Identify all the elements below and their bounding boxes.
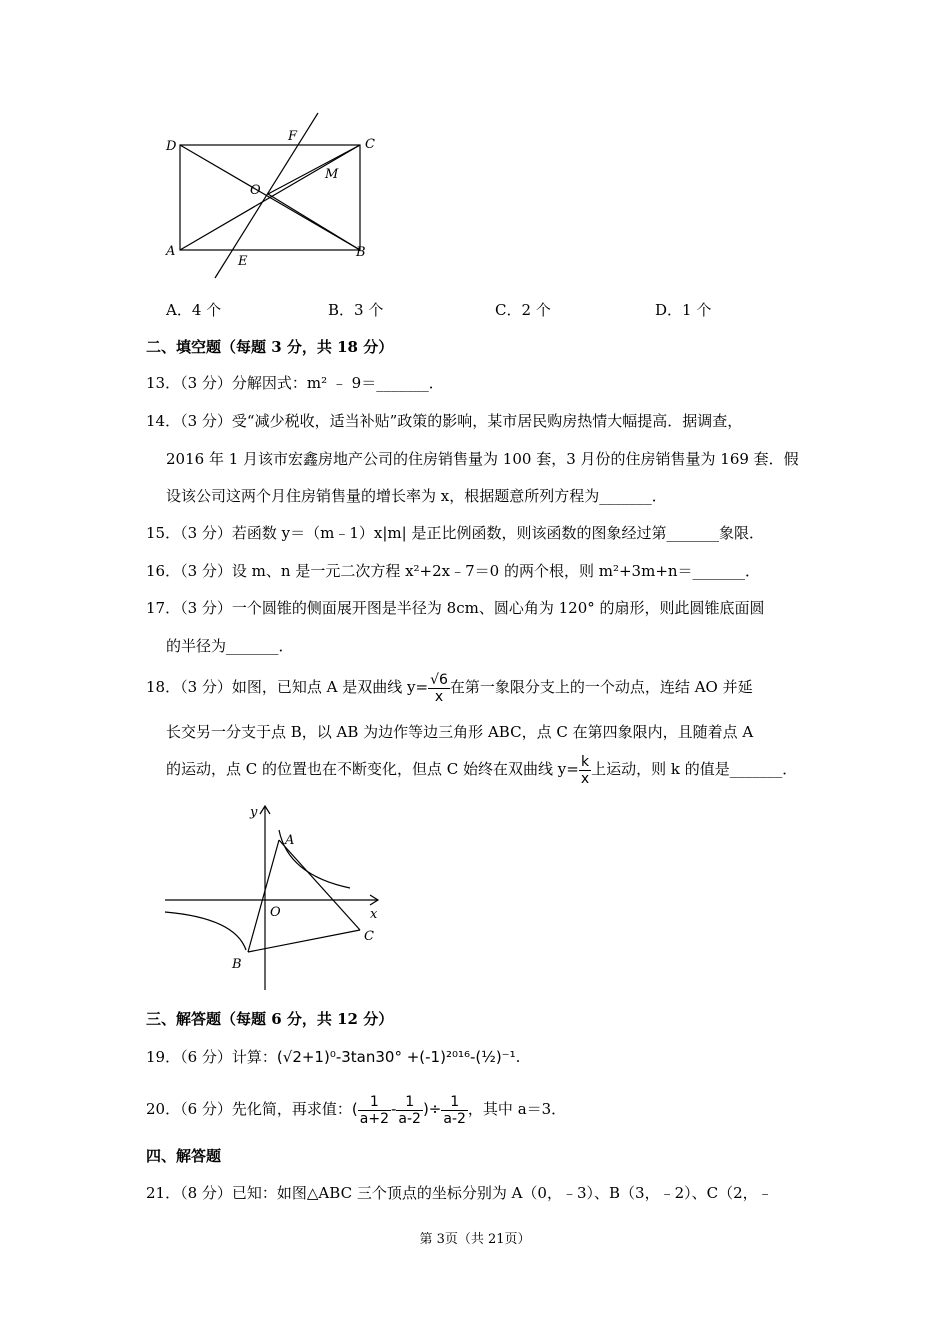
fraction-1-over-a-plus-2	[358, 1094, 391, 1127]
question-17-line2: 的半径为_______．	[166, 637, 294, 655]
label-a: A	[285, 833, 295, 848]
paren-close-divide: )÷	[422, 1100, 442, 1118]
frac-num: 1	[441, 1094, 468, 1111]
question-18-line2: 长交另一分支于点 B，以 AB 为边作等边三角形 ABC，点 C 在第四象限内，且随着点 A	[166, 723, 754, 741]
minus-sign: -	[390, 1100, 397, 1118]
section-3-heading: 三、解答题（每题 6 分，共 12 分）	[146, 1010, 394, 1028]
label-f: F	[288, 129, 298, 144]
q20-suffix: ，其中 a＝3．	[467, 1100, 567, 1118]
hyperbola-figure	[160, 800, 390, 1000]
q18-text-b: 在第一象限分支上的一个动点，连结 AO 并延	[449, 678, 753, 696]
question-15: 15．（3 分）若函数 y＝（m﹣1）x|m| 是正比例函数，则该函数的图象经过第_______象限．	[146, 524, 764, 542]
label-d: D	[166, 139, 177, 154]
q18-text-c: 的运动，点 C 的位置也在不断变化，但点 C 始终在双曲线 y=	[166, 760, 579, 778]
hyperbola-branch-2	[165, 912, 246, 950]
segment-ob	[268, 194, 360, 250]
question-16: 16．（3 分）设 m、n 是一元二次方程 x²+2x﹣7＝0 的两个根，则 m²+3m+n＝_______．	[146, 562, 761, 580]
frac-num: 1	[358, 1094, 391, 1111]
frac-den: a-2	[443, 1110, 466, 1127]
label-c: C	[364, 929, 374, 944]
fraction-1-over-a-minus-2	[396, 1094, 423, 1127]
q19-prefix: 19．（6 分）计算：	[146, 1048, 277, 1066]
frac-num: 1	[396, 1094, 423, 1111]
paren-open: (	[351, 1100, 358, 1118]
frac-den: x	[580, 770, 590, 787]
question-18-line1	[146, 670, 753, 705]
label-m: M	[325, 167, 339, 182]
frac-den: a+2	[359, 1110, 389, 1127]
q20-prefix: 20．（6 分）先化简，再求值：	[146, 1100, 352, 1118]
option-d: D．1 个	[655, 301, 712, 319]
fraction-1-over-a-minus-2-b	[441, 1094, 468, 1127]
question-21: 21．（8 分）已知：如图△ABC 三个顶点的坐标分别为 A（0，﹣3）、B（3，﹣2）、C（2，﹣	[146, 1184, 773, 1202]
frac-den: x	[434, 688, 444, 705]
fraction-sqrt6-over-x	[428, 672, 450, 705]
question-14-line3: 设该公司这两个月住房销售量的增长率为 x，根据题意所列方程为_______．	[166, 487, 667, 505]
segment-ab	[248, 840, 279, 952]
label-e: E	[238, 254, 248, 269]
label-y: y	[250, 805, 258, 820]
question-17-line1: 17．（3 分）一个圆锥的侧面展开图是半径为 8cm、圆心角为 120° 的扇形，则此圆锥底面圆	[146, 599, 765, 617]
option-a: A．4 个	[166, 301, 222, 319]
rectangle-figure	[160, 110, 390, 280]
page-footer: 第 3页（共 21页）	[419, 1232, 531, 1247]
label-b: B	[356, 245, 366, 260]
label-o: O	[270, 905, 281, 920]
label-c: C	[365, 137, 375, 152]
section-2-heading: 二、填空题（每题 3 分，共 18 分）	[146, 338, 394, 356]
question-19	[146, 1047, 520, 1067]
question-14-line1: 14．（3 分）受“减少税收，适当补贴”政策的影响，某市居民购房热情大幅提高．据调查，	[146, 412, 743, 430]
fraction-k-over-x	[579, 754, 591, 787]
q19-expression: (√2+1)⁰-3tan30° +(-1)²⁰¹⁶-(½)⁻¹.	[276, 1048, 521, 1066]
question-13: 13．（3 分）分解因式：m² ﹣ 9＝_______．	[146, 374, 444, 392]
q18-text-a: 18．（3 分）如图，已知点 A 是双曲线 y=	[146, 678, 429, 696]
frac-den: a-2	[398, 1110, 421, 1127]
q18-text-d: 上运动，则 k 的值是_______．	[591, 760, 798, 778]
segment-ac	[279, 840, 360, 930]
option-b: B．3 个	[328, 301, 384, 319]
label-a: A	[166, 244, 176, 259]
segment-om	[268, 145, 360, 194]
option-c: C．2 个	[495, 301, 551, 319]
question-20	[146, 1090, 566, 1128]
frac-num: √6	[430, 671, 448, 688]
line-ef	[215, 113, 318, 278]
label-o: O	[250, 183, 261, 198]
label-b: B	[232, 957, 242, 972]
section-4-heading: 四、解答题	[146, 1147, 222, 1165]
question-18-line3	[166, 752, 797, 787]
frac-num: k	[579, 754, 591, 771]
question-14-line2: 2016 年 1 月该市宏鑫房地产公司的住房销售量为 100 套，3 月份的住房销售量为 169 套．假	[166, 450, 799, 468]
label-x: x	[370, 907, 378, 922]
